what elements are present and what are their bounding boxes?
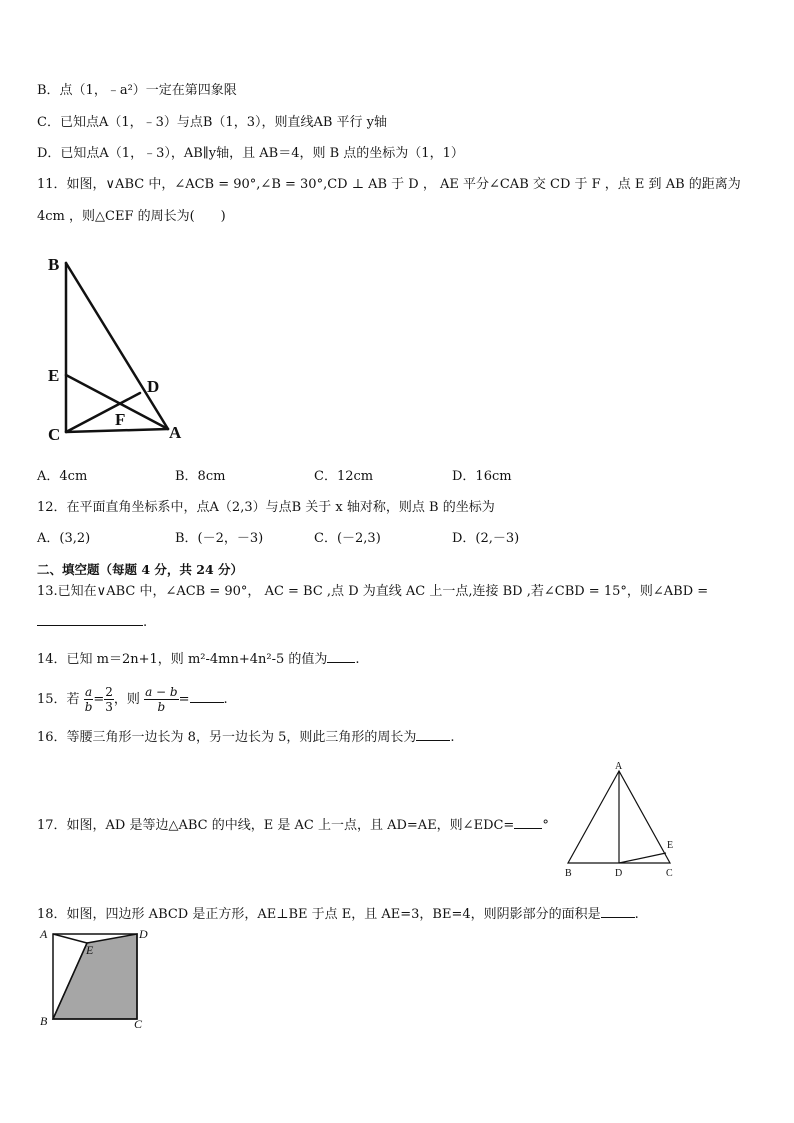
q14-text: 14．已知 m＝2n+1，则 m²-4mn+4n²-5 的值为: [37, 652, 328, 667]
q16-end: .: [450, 730, 455, 745]
q12-option-d: D．(2,－3): [452, 531, 520, 546]
question-15: [37, 683, 228, 717]
q15-f1-den: b: [84, 700, 93, 714]
fig18-shaded-region: [53, 934, 137, 1019]
line-option-d: D．已知点A（1，﹣3），AB∥y轴，且 AB＝4，则 B 点的坐标为（1，1）: [37, 146, 464, 161]
fig17-label-c: C: [666, 868, 673, 879]
question-12: 12．在平面直角坐标系中，点A（2,3）与点B 关于 x 轴对称，则点 B 的坐标为: [37, 500, 495, 515]
fig11-label-d: D: [147, 377, 160, 396]
q15-fraction-2-3: [104, 685, 114, 714]
question-16: [37, 728, 455, 747]
fig11-label-e: E: [48, 366, 60, 385]
q16-text: 16．等腰三角形一边长为 8，另一边长为 5，则此三角形的周长为: [37, 730, 417, 745]
fig17-label-b: B: [565, 868, 572, 879]
fig11-label-a: A: [169, 423, 182, 442]
q15-fraction-a-b: [84, 685, 94, 714]
q17-text: 17．如图，AD 是等边△ABC 的中线，E 是 AC 上一点，且 AD=AE，则∠EDC=: [37, 818, 515, 833]
fig18-label-d: D: [139, 927, 148, 941]
answer-blank: [514, 816, 542, 829]
fig11-label-c: C: [48, 425, 61, 444]
q15-pre: 15．若: [37, 692, 80, 707]
q15-eq1: =: [93, 692, 105, 707]
answer-blank: [327, 650, 355, 663]
answer-blank: [190, 690, 224, 703]
question-11-line1: 11．如图，∨ABC 中，∠ACB = 90°,∠B = 30°,CD ⊥ AB 于 D ， AE 平分∠CAB 交 CD 于 F ，点 E 到 AB 的距离为: [37, 177, 741, 192]
figure-11: [44, 250, 194, 445]
q15-mid: ，则: [113, 692, 140, 707]
figure-17: [560, 758, 685, 883]
question-18: [37, 905, 639, 924]
fig17-segment-de: [619, 853, 666, 863]
q11-option-b: B．8cm: [175, 469, 226, 484]
fig18-label-a: A: [40, 927, 48, 941]
q11-option-c: C．12cm: [314, 469, 374, 484]
q14-end: .: [355, 652, 360, 667]
question-13-line2: [37, 613, 147, 632]
figure-18: [36, 924, 156, 1034]
fig17-label-e: E: [667, 840, 674, 851]
q15-f2-den: 3: [105, 700, 113, 714]
question-14: [37, 650, 360, 669]
q15-f3-den: b: [157, 700, 166, 714]
fig18-label-e: E: [86, 943, 94, 957]
line-option-c: C．已知点A（1，﹣3）与点B（1，3），则直线AB 平行 y轴: [37, 115, 388, 130]
q13-end: .: [143, 615, 148, 630]
q12-option-a: A．(3,2): [37, 531, 91, 546]
fig18-label-c: C: [134, 1017, 143, 1031]
answer-blank: [601, 905, 635, 918]
q15-eq2: =: [178, 692, 190, 707]
q15-f1-num: a: [84, 685, 93, 699]
fig11-segment-ca: [66, 429, 168, 432]
answer-blank: [37, 613, 143, 626]
q15-end: .: [223, 692, 228, 707]
section-title-fill-in: 二、填空题（每题 4 分，共 24 分）: [37, 562, 244, 577]
fig17-label-a: A: [615, 761, 623, 772]
fig18-label-b: B: [40, 1014, 48, 1028]
question-11-line2: 4cm ，则△CEF 的周长为( ): [37, 209, 226, 224]
q12-option-c: C．(－2,3): [314, 531, 381, 546]
q15-fraction-diff: [144, 685, 179, 714]
q15-f2-num: 2: [105, 685, 113, 699]
q15-f3-num: a − b: [145, 685, 178, 699]
q11-option-d: D．16cm: [452, 469, 512, 484]
q17-end: °: [542, 818, 549, 833]
q18-end: .: [634, 907, 639, 922]
fig11-label-f: F: [115, 410, 126, 429]
fig11-label-b: B: [48, 255, 60, 274]
q18-text: 18．如图，四边形 ABCD 是正方形，AE⊥BE 于点 E，且 AE=3，BE=4，则阴影部分的面积是: [37, 907, 601, 922]
q12-option-b: B．(－2，－3): [175, 531, 264, 546]
q11-option-a: A．4cm: [37, 469, 88, 484]
fig11-segment-cd: [66, 393, 140, 432]
fig17-label-d: D: [615, 868, 623, 879]
question-17: [37, 816, 549, 835]
line-option-b: B．点（1，﹣a²）一定在第四象限: [37, 83, 237, 98]
question-13-line1: 13.已知在∨ABC 中，∠ACB = 90°， AC = BC ,点 D 为直线 AC 上一点,连接 BD ,若∠CBD = 15°，则∠ABD =: [37, 584, 709, 599]
answer-blank: [416, 728, 450, 741]
